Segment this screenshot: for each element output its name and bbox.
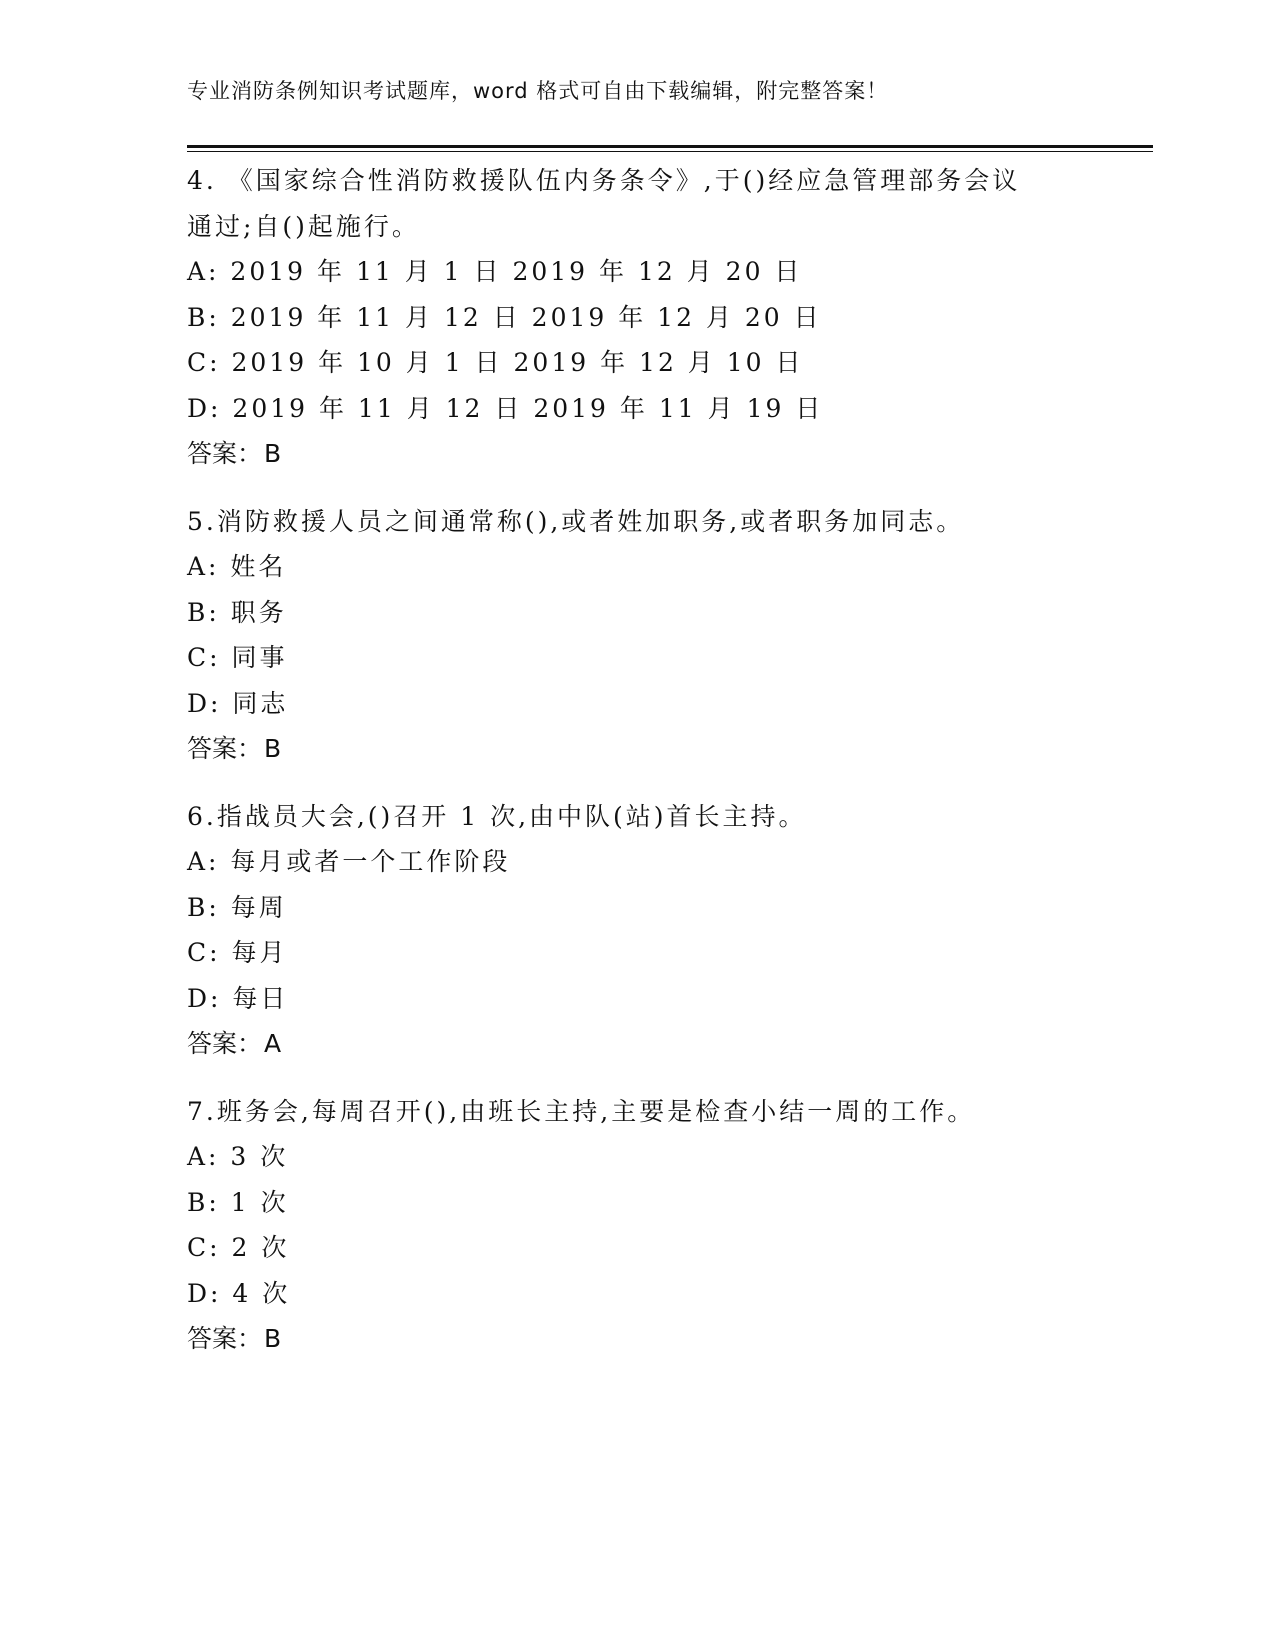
- option-c: C: 2 次: [187, 1233, 290, 1262]
- answer-value: A: [264, 1029, 282, 1058]
- answer-value: B: [264, 439, 282, 468]
- option-a: A: 姓名: [187, 552, 287, 581]
- question-4: [187, 158, 1153, 477]
- header-rule-thick: [187, 145, 1153, 148]
- question-7: [187, 1089, 1153, 1362]
- question-stem: 6.指战员大会,()召开 1 次,由中队(站)首长主持。: [187, 801, 807, 831]
- answer-line: [187, 726, 1153, 772]
- question-stem: 5.消防救援人员之间通常称(),或者姓加职务,或者职务加同志。: [187, 506, 965, 536]
- option-c: C: 同事: [187, 643, 288, 672]
- option-d: D: 每日: [187, 983, 289, 1013]
- question-list: [187, 158, 1153, 1384]
- option-c: C: 2019 年 10 月 1 日 2019 年 12 月 10 日: [187, 348, 804, 377]
- question-5: [187, 499, 1153, 772]
- option-b: B: 每周: [187, 892, 287, 922]
- answer-line: [187, 1316, 1153, 1362]
- option-a: A: 2019 年 11 月 1 日 2019 年 12 月 20 日: [187, 257, 803, 286]
- question-stem: 通过;自()起施行。: [187, 211, 420, 241]
- answer-value: B: [264, 1324, 282, 1353]
- option-b: B: 职务: [187, 597, 287, 627]
- option-a: A: 3 次: [187, 1142, 289, 1171]
- option-d: D: 2019 年 11 月 12 日 2019 年 11 月 19 日: [187, 393, 824, 423]
- option-d: D: 4 次: [187, 1278, 291, 1308]
- header-rule-thin: [187, 151, 1153, 152]
- answer-line: [187, 1021, 1153, 1067]
- answer-value: B: [264, 734, 282, 763]
- answer-label: 答案：: [187, 734, 263, 763]
- document-header: 专业消防条例知识考试题库，word 格式可自由下载编辑，附完整答案！: [187, 79, 889, 103]
- option-b: B: 2019 年 11 月 12 日 2019 年 12 月 20 日: [187, 302, 822, 332]
- option-c: C: 每月: [187, 938, 288, 967]
- option-d: D: 同志: [187, 688, 289, 718]
- question-6: [187, 794, 1153, 1067]
- answer-label: 答案：: [187, 1029, 263, 1058]
- answer-label: 答案：: [187, 439, 263, 468]
- question-stem: 7.班务会,每周召开(),由班长主持,主要是检查小结一周的工作。: [187, 1096, 976, 1126]
- option-b: B: 1 次: [187, 1187, 289, 1217]
- answer-label: 答案：: [187, 1324, 263, 1353]
- option-a: A: 每月或者一个工作阶段: [187, 847, 511, 876]
- question-stem: 4. 《国家综合性消防救援队伍内务条令》,于()经应急管理部务会议: [187, 166, 1021, 195]
- answer-line: [187, 431, 1153, 477]
